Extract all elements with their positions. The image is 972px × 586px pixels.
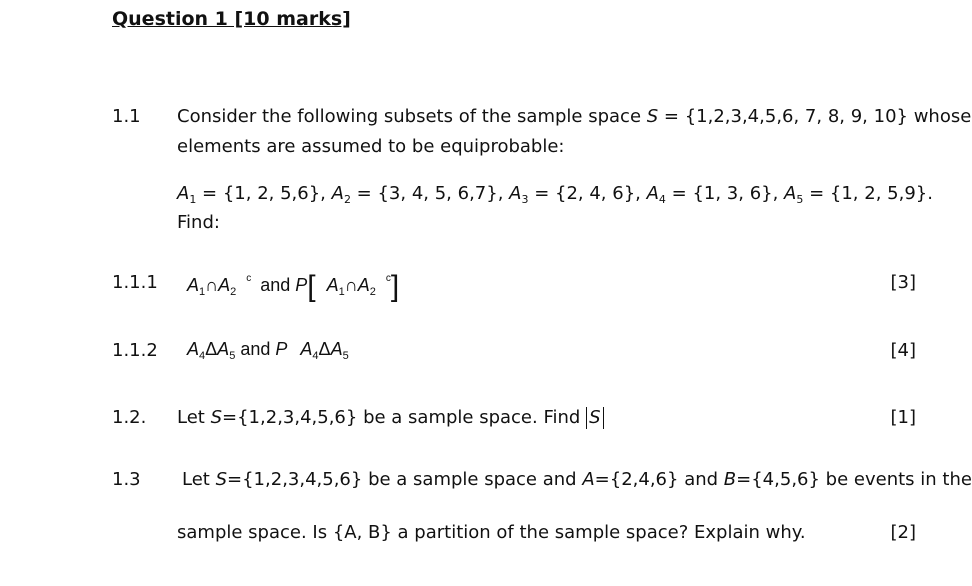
question-1-1-line1 xyxy=(177,106,971,127)
question-1-2-rest: be a sample space. Find xyxy=(357,407,587,428)
subset-definitions xyxy=(177,183,933,206)
let-text: Let xyxy=(177,407,211,428)
set-b-value: {4,5,6} xyxy=(751,469,820,490)
open-bracket: [ xyxy=(307,270,316,303)
sub-5-b: 5 xyxy=(342,350,349,362)
sub-2: 2 xyxy=(230,286,237,298)
question-number-1-1: 1.1 xyxy=(112,106,141,127)
set-a1-sub: 1 xyxy=(189,193,197,206)
sample-space-s: S xyxy=(210,407,223,428)
marks-1-1-1: [3] xyxy=(890,272,916,293)
probability-symbol: P xyxy=(295,275,308,295)
symmetric-difference-symbol-2: Δ xyxy=(318,339,331,359)
set-a5-symbol-2: A xyxy=(330,339,343,359)
question-1-2-text xyxy=(177,407,604,429)
event-a: A xyxy=(582,469,595,490)
and-text: and xyxy=(255,275,296,295)
and-text-2: and xyxy=(235,339,276,359)
mid-text-1: be a sample space and xyxy=(362,469,583,490)
complement-symbol: c xyxy=(246,273,252,284)
set-a-value: {2,4,6} xyxy=(609,469,679,490)
set-s-value: {1,2,3,4,5,6} xyxy=(237,407,358,428)
cardinality-bars xyxy=(586,407,603,429)
set-a5-name: A xyxy=(784,183,797,204)
set-a3-name: A xyxy=(509,183,522,204)
set-a2-name: A xyxy=(331,183,344,204)
cardinality-s: S xyxy=(589,407,601,428)
sub-4: 4 xyxy=(199,350,206,362)
intersection-symbol-2: ∩ xyxy=(344,275,358,295)
set-a-symbol-3: A xyxy=(326,275,339,295)
set-a1-name: A xyxy=(177,183,190,204)
question-1-1-line2: elements are assumed to be equiprobable: xyxy=(177,136,565,157)
sub-1-b: 1 xyxy=(338,286,345,298)
symmetric-difference-symbol: Δ xyxy=(205,339,218,359)
line1-text-b: = {1,2,3,4,5,6, 7, 8, 9, 10} whose xyxy=(658,106,972,127)
set-a5-symbol: A xyxy=(217,339,230,359)
probability-symbol-2: P xyxy=(275,339,288,359)
set-a2-sub: 2 xyxy=(343,193,351,206)
set-a4-value: = {1, 3, 6}, xyxy=(665,183,785,204)
set-a5-value: = {1, 2, 5,9}. xyxy=(803,183,933,204)
question-number-1-1-2: 1.1.2 xyxy=(112,340,158,361)
set-a3-value: = {2, 4, 6}, xyxy=(528,183,647,204)
set-a4-sub: 4 xyxy=(658,193,666,206)
set-a5-sub: 5 xyxy=(796,193,804,206)
set-a4-symbol-2: A xyxy=(300,339,313,359)
set-a4-symbol: A xyxy=(187,339,200,359)
question-heading: Question 1 [10 marks] xyxy=(112,8,351,30)
sub-2-b: 2 xyxy=(369,286,376,298)
set-s-value-2: {1,2,3,4,5,6} xyxy=(242,469,363,490)
set-a1-value: = {1, 2, 5,6}, xyxy=(196,183,332,204)
set-a-symbol: A xyxy=(187,275,200,295)
equals-sign: = xyxy=(222,407,238,428)
event-b: B xyxy=(723,469,737,490)
sub-4-b: 4 xyxy=(312,350,319,362)
question-1-3-line1 xyxy=(182,469,972,490)
equals-sign-4: = xyxy=(736,469,752,490)
question-1-3-line2: sample space. Is {A, B} a partition of the sample space? Explain why. xyxy=(177,522,806,543)
question-1-1-1-expression xyxy=(187,270,399,304)
find-label: Find: xyxy=(177,212,220,233)
sub-5: 5 xyxy=(229,350,236,362)
sample-space-s-2: S xyxy=(215,469,228,490)
complement-symbol-2: c xyxy=(385,273,391,284)
intersection-symbol: ∩ xyxy=(205,275,219,295)
set-a-symbol-4: A xyxy=(357,275,370,295)
set-a3-sub: 3 xyxy=(521,193,529,206)
marks-1-1-2: [4] xyxy=(890,340,916,361)
close-bracket: ] xyxy=(390,270,400,303)
mid-text-2: and xyxy=(678,469,724,490)
set-a2-value: = {3, 4, 5, 6,7}, xyxy=(350,183,510,204)
question-number-1-1-1: 1.1.1 xyxy=(112,272,158,293)
set-a-symbol-2: A xyxy=(218,275,231,295)
let-text-2: Let xyxy=(182,469,216,490)
question-number-1-3: 1.3 xyxy=(112,469,141,490)
question-1-1-2-expression xyxy=(187,339,349,362)
equals-sign-2: = xyxy=(227,469,243,490)
line1-text-a: Consider the following subsets of the sample space xyxy=(177,106,647,127)
set-a4-name: A xyxy=(646,183,659,204)
sub-1: 1 xyxy=(199,286,206,298)
equals-sign-3: = xyxy=(594,469,610,490)
marks-1-2: [1] xyxy=(890,407,916,428)
sample-space-symbol: S xyxy=(646,106,659,127)
end-text-1: be events in the xyxy=(819,469,972,490)
marks-1-3: [2] xyxy=(890,522,916,543)
question-number-1-2: 1.2. xyxy=(112,407,147,428)
